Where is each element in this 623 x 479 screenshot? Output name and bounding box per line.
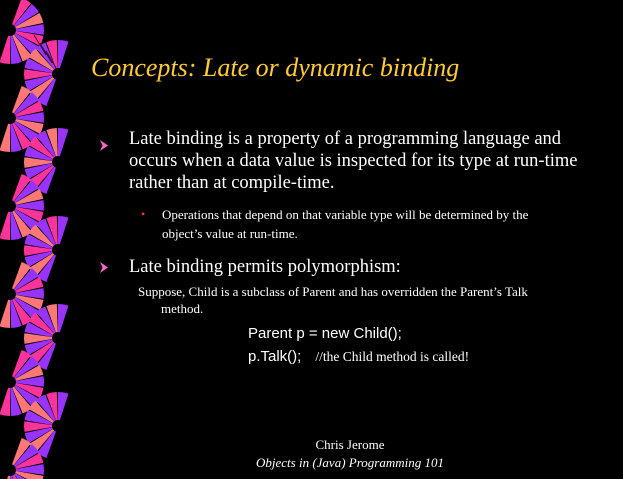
bullet-1-text	[129, 128, 577, 194]
code-line-1: Parent p = new Child();	[248, 325, 402, 342]
spiral-border-decoration	[0, 0, 90, 479]
fan-spoke	[0, 388, 10, 416]
bullet-1-line-2: occurs when a data value is inspected for its type at run-time	[129, 151, 578, 171]
fan-spoke	[58, 304, 69, 332]
example-line-2: method.	[161, 301, 204, 316]
sub-bullet-line-1: Operations that depend on that variable type will be determined by the	[162, 207, 529, 222]
fan-spoke	[0, 300, 10, 328]
fan-spoke	[0, 36, 10, 64]
code-line-2	[248, 348, 469, 365]
example-text	[138, 283, 528, 317]
bullet-2-text	[129, 256, 401, 278]
code-comment: //the Child method is called!	[315, 349, 470, 364]
pennant-bullet-icon	[100, 262, 108, 273]
fan-spoke	[58, 40, 69, 68]
bullet-1-line-1: Late binding is a property of a programming language and	[129, 129, 562, 149]
sub-bullet-line-2: object’s value at run-time.	[162, 226, 298, 241]
fan-spoke	[0, 212, 10, 240]
slide-title: Concepts: Late or dynamic binding	[91, 53, 460, 82]
footer-author: Chris Jerome	[315, 437, 385, 452]
bullet-1-line-3: rather than at compile-time.	[129, 173, 335, 193]
code-call: p.Talk();	[248, 348, 302, 365]
fan-spoke	[58, 216, 69, 244]
bullet-2-line-1: Late binding permits polymorphism:	[129, 257, 401, 277]
footer-course: Objects in (Java) Programming 101	[256, 455, 444, 470]
sub-bullet-marker: •	[141, 207, 146, 221]
pennant-bullet-icon	[100, 140, 108, 151]
fan-spoke	[0, 124, 10, 152]
fan-spoke	[58, 392, 69, 420]
fan-spoke	[58, 128, 69, 156]
sub-bullet-text	[162, 205, 528, 243]
example-line-1: Suppose, Child is a subclass of Parent and has overridden the Parent’s Talk	[138, 284, 528, 299]
